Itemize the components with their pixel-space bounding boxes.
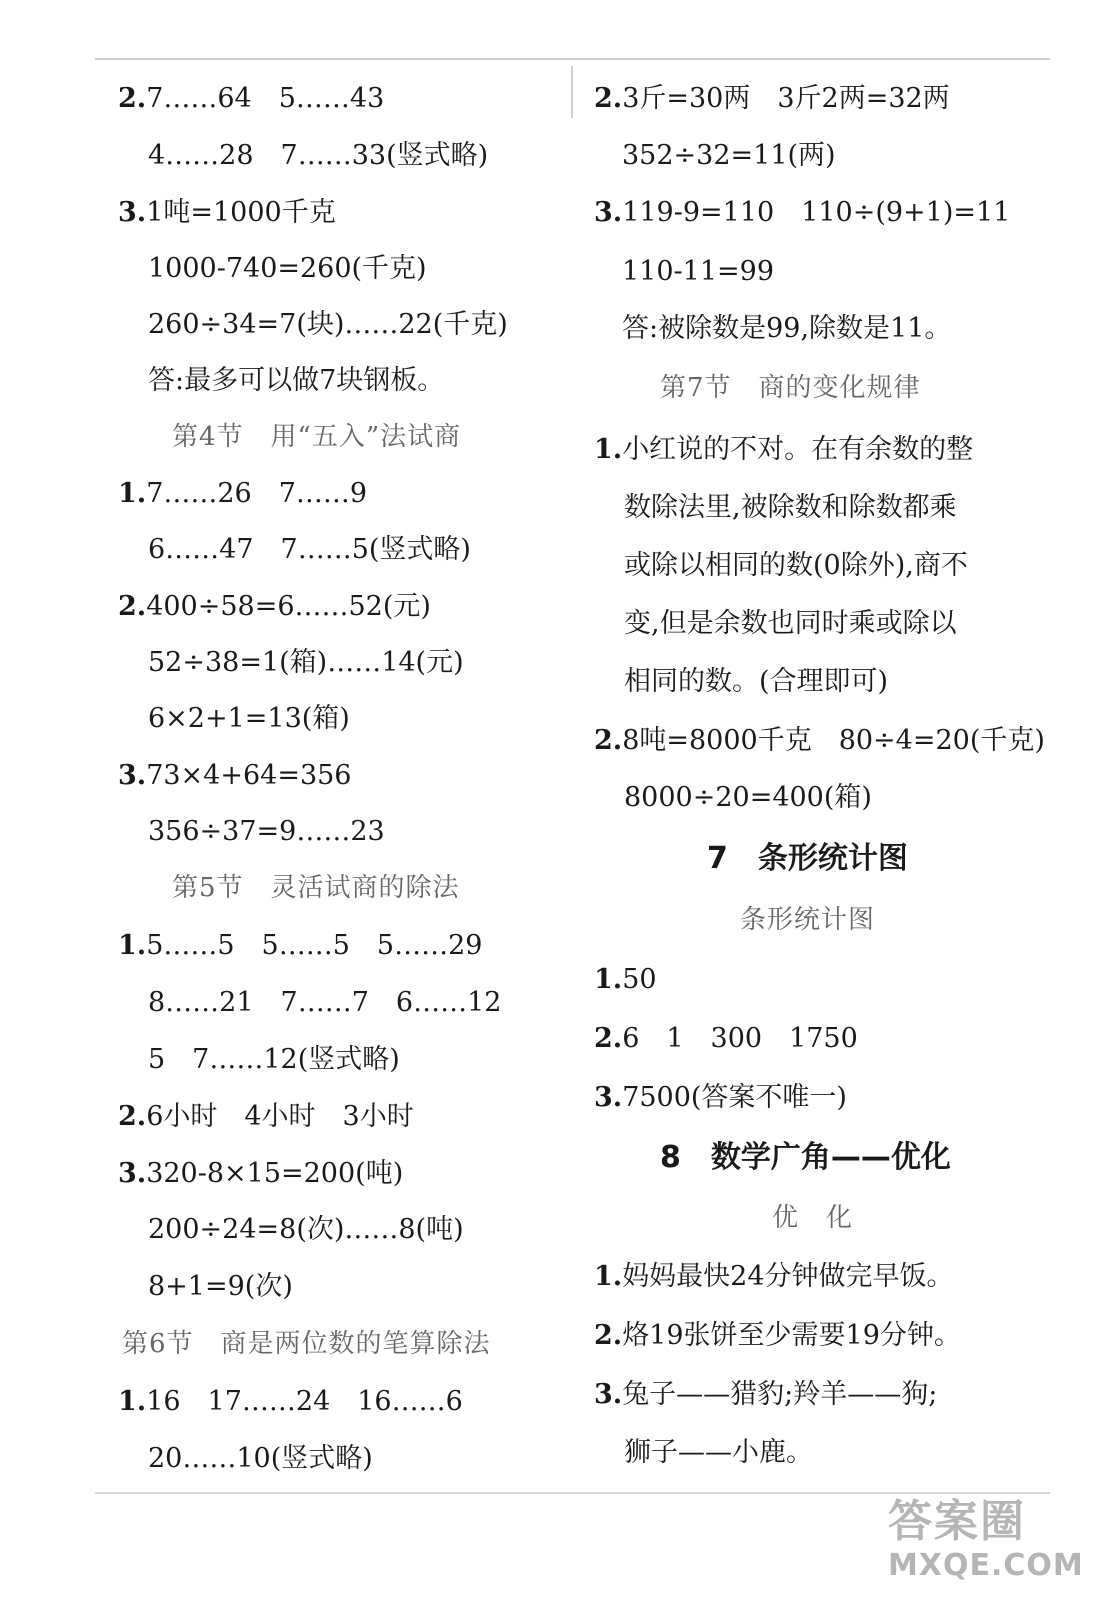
answer-line: 或除以相同的数(0除外),商不 [624, 550, 968, 581]
answer-line: 1000-740=260(千克) [148, 253, 427, 284]
answer-line: 2.6小时 4小时 3小时 [118, 1101, 414, 1132]
answer-line: 6×2+1=13(箱) [148, 703, 350, 734]
answer-line: 20……10(竖式略) [148, 1443, 373, 1474]
column-divider [571, 66, 573, 118]
answer-line: 3.119-9=110 110÷(9+1)=11 [594, 197, 1011, 228]
answer-line: 356÷37=9……23 [148, 816, 385, 847]
answer-line: 1.7……26 7……9 [118, 478, 368, 509]
section-heading: 优 化 [772, 1203, 854, 1233]
answer-line: 数除法里,被除数和除数都乘 [624, 492, 957, 523]
answer-line: 2.3斤=30两 3斤2两=32两 [594, 83, 950, 114]
answer-line: 答:被除数是99,除数是11。 [622, 313, 952, 344]
answer-line: 3.320-8×15=200(吨) [118, 1158, 404, 1189]
chapter-title: 7 条形统计图 [707, 841, 908, 876]
answer-line: 4……28 7……33(竖式略) [148, 140, 489, 171]
answer-line: 3.兔子——猎豹;羚羊——狗; [594, 1379, 938, 1410]
answer-line: 1.16 17……24 16……6 [118, 1386, 463, 1417]
answer-line: 110-11=99 [622, 256, 774, 287]
answer-line: 5 7……12(竖式略) [148, 1044, 400, 1075]
section-heading: 条形统计图 [740, 905, 876, 935]
answer-line: 8……21 7……7 6……12 [148, 987, 502, 1018]
answer-line: 1.妈妈最快24分钟做完早饭。 [594, 1261, 954, 1292]
answer-line: 3.73×4+64=356 [118, 760, 352, 791]
answer-line: 1.小红说的不对。在有余数的整 [594, 434, 974, 465]
answer-line: 1.5……5 5……5 5……29 [118, 930, 483, 961]
answer-line: 6……47 7……5(竖式略) [148, 534, 471, 565]
watermark-en: MXQE.COM [888, 1548, 1084, 1583]
top-divider [95, 58, 1050, 60]
answer-line: 答:最多可以做7块钢板。 [148, 365, 445, 396]
answer-line: 2.烙19张饼至少需要19分钟。 [594, 1320, 961, 1351]
answer-line: 200÷24=8(次)……8(吨) [148, 1214, 464, 1245]
answer-line: 52÷38=1(箱)……14(元) [148, 647, 464, 678]
watermark-cn: 答案圈 [888, 1496, 1026, 1547]
bottom-divider [95, 1492, 1050, 1494]
answer-line: 2.7……64 5……43 [118, 83, 385, 114]
answer-line: 3.1吨=1000千克 [118, 197, 336, 228]
answer-line: 352÷32=11(两) [622, 140, 836, 171]
answer-line: 8000÷20=400(箱) [624, 782, 872, 813]
answer-line: 2.400÷58=6……52(元) [118, 591, 431, 622]
answer-line: 变,但是余数也同时乘或除以 [624, 608, 957, 639]
answer-line: 狮子——小鹿。 [624, 1437, 813, 1468]
answer-line: 3.7500(答案不唯一) [594, 1082, 847, 1113]
section-heading: 第6节 商是两位数的笔算除法 [122, 1329, 491, 1359]
section-heading: 第7节 商的变化规律 [660, 373, 921, 403]
answer-line: 8+1=9(次) [148, 1271, 293, 1302]
answer-line: 1.50 [594, 964, 657, 995]
chapter-title: 8 数学广角——优化 [660, 1140, 951, 1175]
answer-line: 2.6 1 300 1750 [594, 1023, 858, 1054]
answer-line: 2.8吨=8000千克 80÷4=20(千克) [594, 725, 1045, 756]
section-heading: 第4节 用“五入”法试商 [172, 422, 462, 452]
section-heading: 第5节 灵活试商的除法 [172, 873, 460, 903]
answer-line: 相同的数。(合理即可) [624, 666, 889, 697]
watermark-logo [888, 1496, 1088, 1596]
answer-line: 260÷34=7(块)……22(千克) [148, 309, 508, 340]
